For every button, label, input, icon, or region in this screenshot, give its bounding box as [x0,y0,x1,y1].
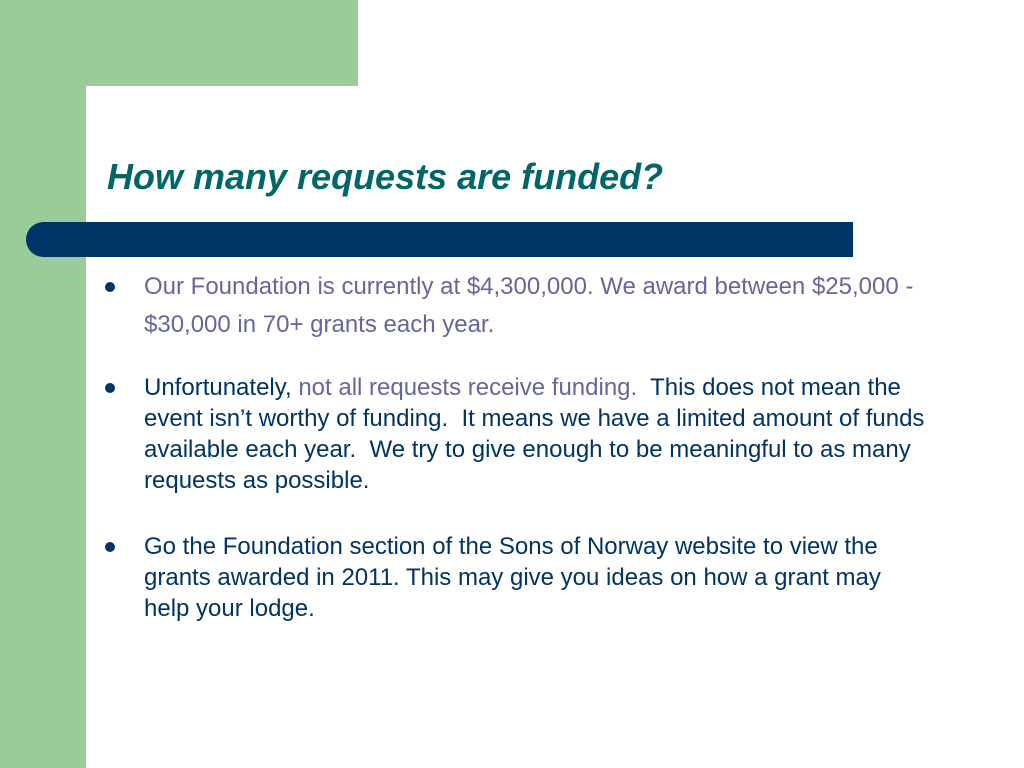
bullet-funding-limits [105,372,932,496]
bullet-foundation-size [105,268,925,344]
green-frame-top [0,0,358,86]
bullet-lead-text: Unfortunately, [144,374,299,401]
green-frame-left [0,0,86,768]
bullet-website-reference [105,531,925,624]
bullet-highlight-text: not all requests receive funding. [298,374,638,401]
bullet-dot-icon [105,282,115,292]
slide-title: How many requests are funded? [107,156,664,197]
bullet-list [105,268,932,624]
bullet-rest-text: This does not mean the event isn’t worthy of funding. It means we have a limited amount of funds available each year. We try to give enough to be meaningful to as many requests as possible. [144,374,932,494]
bullet-dot-icon [105,542,115,552]
bullet-text: Go the Foundation section of the Sons of Norway website to view the grants awarded in 2011. This may give you ideas on how a grant may help your lodge. [144,533,881,622]
bullet-text: Our Foundation is currently at $4,300,000. We award between $25,000 - $30,000 in 70+ grants each year. [144,273,914,338]
bullet-dot-icon [105,383,115,393]
title-divider-bar [26,222,853,257]
